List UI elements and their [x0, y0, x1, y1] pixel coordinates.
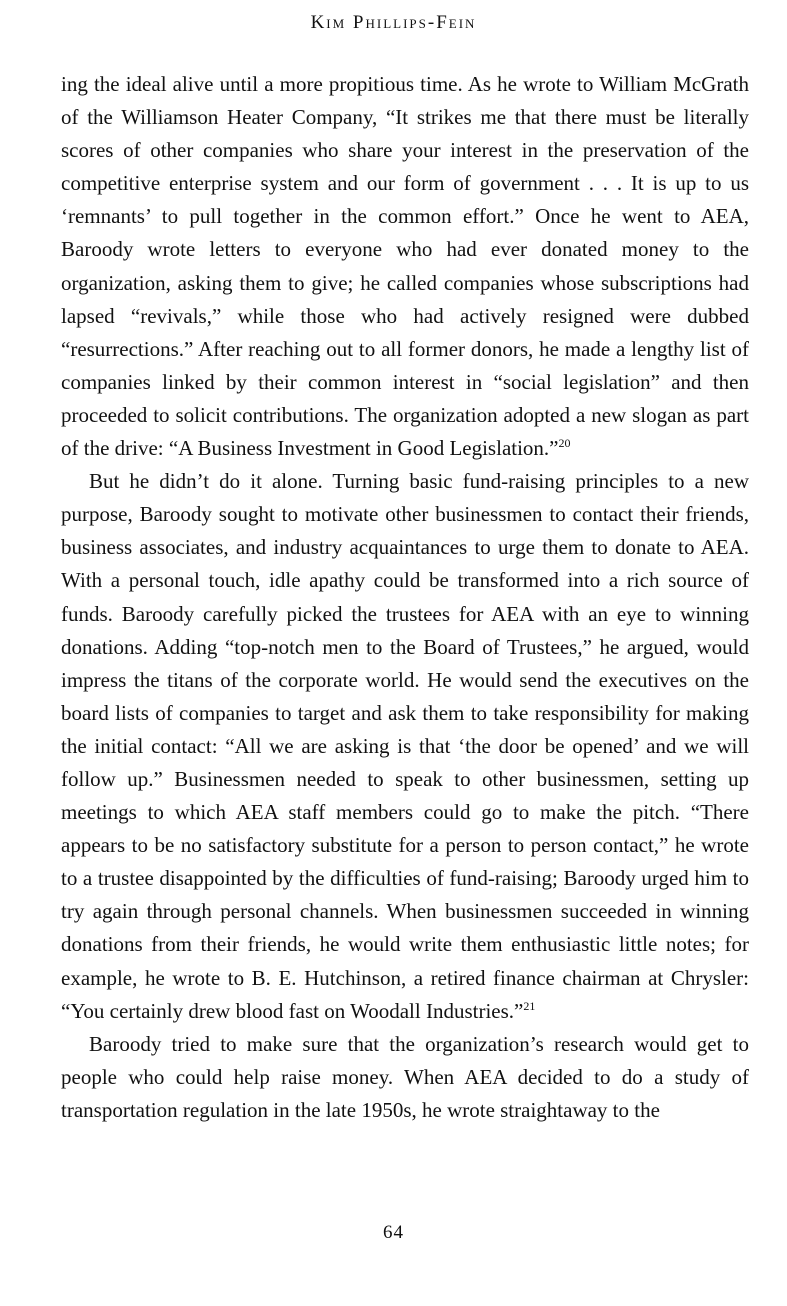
running-head: Kim Phillips-Fein: [310, 12, 477, 33]
paragraph-1-text: ing the ideal alive until a more propitious time. As he wrote to William McGrath of the Williamson Heater Company, “It strikes me that there must be literally scores of other companies who share your interest in the preservation of the competitive enterprise system and our form of government . . . It is up to us ‘remnants’ to pull together in the common effort.” Once he went to AEA, Baroody wrote letters to everyone who had ever donated money to the organization, asking them to give; he called companies whose subscriptions had lapsed “revivals,” while those who had actively resigned were dubbed “resurrections.” After reaching out to all former donors, he made a lengthy list of companies linked by their common interest in “social legislation” and then proceeded to solicit contributions. The organization adopted a new slogan as part of the drive: “A Business Investment in Good Legislation.”: [61, 72, 749, 461]
paragraph-3-text: Baroody tried to make sure that the organization’s research would get to people who could help raise money. When AEA decided to do a study of transportation regulation in the late 1950s, he wrote straightaway to the: [61, 1031, 749, 1122]
paragraph-2-text: But he didn’t do it alone. Turning basic fund-raising principles to a new purpose, Baroody sought to motivate other businessmen to contact their friends, business associates, and industry acquaintances to urge them to donate to AEA. With a personal touch, idle apathy could be transformed into a rich source of funds. Baroody carefully picked the trustees for AEA with an eye to winning donations. Adding “top-notch men to the Board of Trustees,” he argued, would impress the titans of the corporate world. He would send the executives on the board lists of companies to target and ask them to take responsibility for making the initial contact: “All we are asking is that ‘the door be opened’ and we will follow up.” Businessmen needed to speak to other businessmen, setting up meetings to which AEA staff members could go to make the pitch. “There appears to be no satisfactory substitute for a person to person contact,” he wrote to a trustee disappointed by the difficulties of fund-raising; Baroody urged him to try again through personal channels. When businessmen succeeded in winning donations from their friends, he would write them enthusiastic little notes; for example, he wrote to B. E. Hutchinson, a retired finance chairman at Chrysler: “You certainly drew blood fast on Woodall Industries.”: [61, 469, 749, 1023]
body-text: [61, 68, 749, 1127]
page-number: 64: [383, 1222, 404, 1243]
paragraph-1: [61, 68, 749, 465]
endnote-ref-21: 21: [523, 998, 536, 1013]
endnote-ref-20: 20: [558, 436, 571, 451]
paragraph-3: [61, 1028, 749, 1127]
paragraph-2: [61, 465, 749, 1028]
